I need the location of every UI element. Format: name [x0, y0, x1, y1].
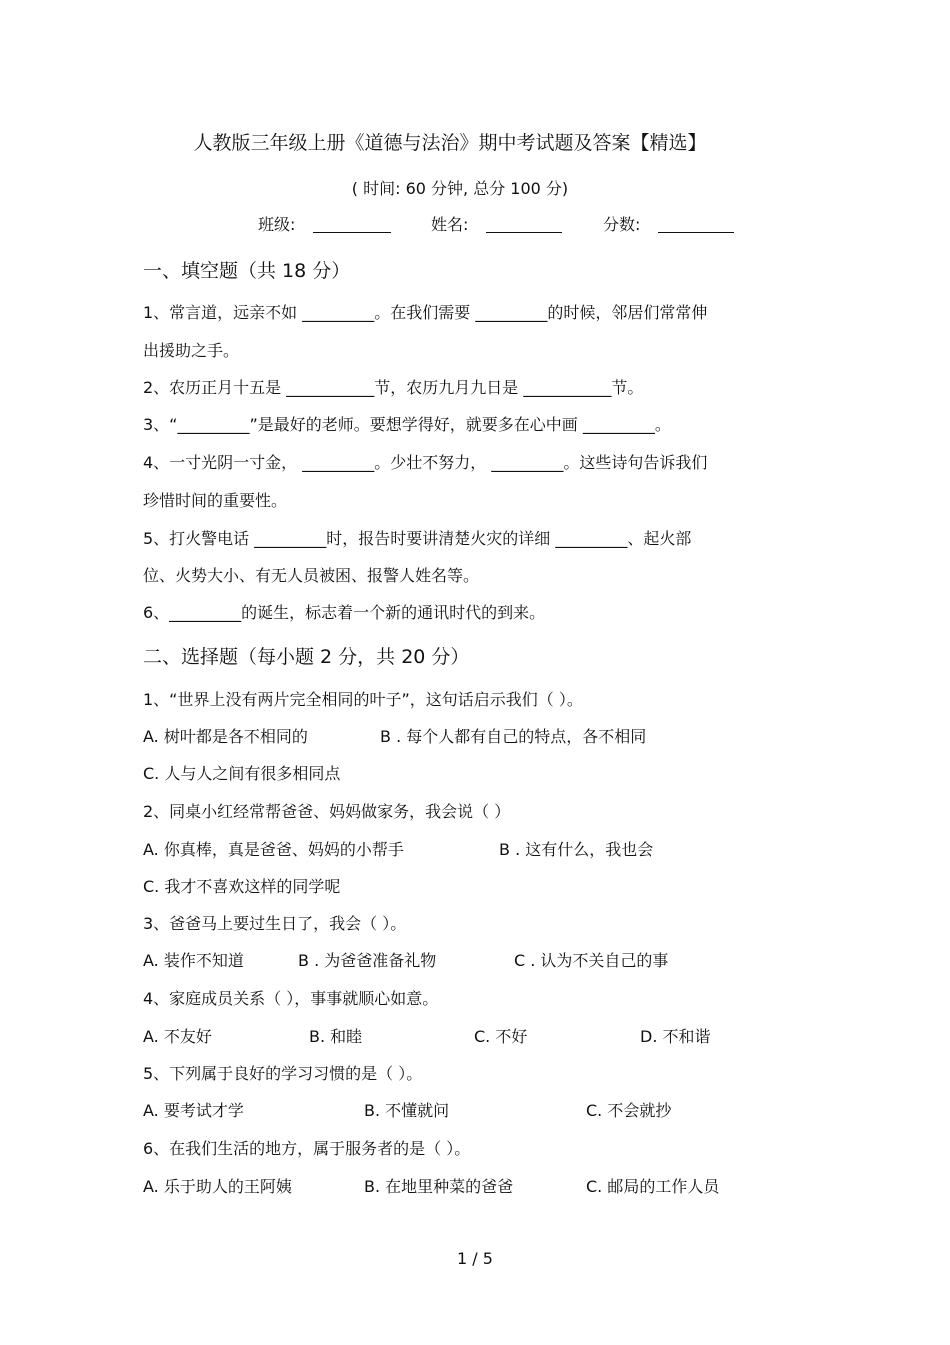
fill-line-2: 出援助之手。: [143, 341, 240, 360]
q2-stem: 2、同桌小红经常帮爸爸、妈妈做家务，我会说（ ）: [143, 802, 511, 821]
q5-option-c: C. 不会就抄: [586, 1101, 672, 1120]
q1-option-c: C. 人与人之间有很多相同点: [143, 764, 341, 783]
fill-line-8: 位、火势大小、有无人员被困、报警人姓名等。: [143, 566, 480, 585]
q6-stem: 6、在我们生活的地方，属于服务者的是（ ）。: [143, 1139, 471, 1158]
q4-option-b: B. 和睦: [309, 1027, 363, 1046]
name-blank: [486, 231, 562, 233]
fill-line-9: 6、_________的诞生，标志着一个新的通讯时代的到来。: [143, 603, 546, 622]
fill-line-3: 2、农历正月十五是 ___________节，农历九月九日是 ___________节。: [143, 378, 644, 397]
q5-option-b: B. 不懂就问: [364, 1101, 450, 1120]
q1-option-b: B . 每个人都有自己的特点，各不相同: [380, 727, 647, 746]
page-number: 1 / 5: [457, 1249, 493, 1268]
q2-option-a: A. 你真棒，真是爸爸、妈妈的小帮手: [143, 840, 404, 859]
q4-option-d: D. 不和谐: [640, 1027, 711, 1046]
fill-line-7: 5、打火警电话 _________时，报告时要讲清楚火灾的详细 _________、起火部: [143, 529, 692, 548]
score-blank: [658, 231, 734, 233]
class-label: 班级:: [258, 215, 296, 234]
q5-stem: 5、下列属于良好的学习习惯的是（ ）。: [143, 1064, 423, 1083]
fill-line-1: 1、常言道，远亲不如 _________。在我们需要 _________的时候，邻居们常常伸: [143, 303, 708, 322]
class-blank: [313, 231, 391, 233]
q6-option-c: C. 邮局的工作人员: [586, 1177, 720, 1196]
score-label: 分数:: [603, 215, 641, 234]
q2-option-c: C. 我才不喜欢这样的同学呢: [143, 877, 341, 896]
section2-heading: 二、选择题（每小题 2 分，共 20 分）: [143, 646, 470, 668]
q3-option-b: B . 为爸爸准备礼物: [298, 951, 437, 970]
q3-option-c: C . 认为不关自己的事: [514, 951, 669, 970]
name-field: [431, 212, 562, 235]
name-label: 姓名:: [431, 215, 469, 234]
exam-subtitle: ( 时间: 60 分钟, 总分 100 分): [351, 179, 569, 198]
section1-heading: 一、填空题（共 18 分）: [143, 260, 351, 282]
q6-option-b: B. 在地里种菜的爸爸: [364, 1177, 514, 1196]
q4-stem: 4、家庭成员关系（ ），事事就顺心如意。: [143, 989, 439, 1008]
q1-stem: 1、“世界上没有两片完全相同的叶子”，这句话启示我们（ ）。: [143, 690, 583, 709]
page-title: 人教版三年级上册《道德与法治》期中考试题及答案【精选】: [193, 132, 707, 154]
score-field: [603, 212, 734, 235]
q4-option-c: C. 不好: [474, 1027, 528, 1046]
q2-option-b: B . 这有什么，我也会: [499, 840, 654, 859]
fill-line-5: 4、一寸光阴一寸金， _________。少壮不努力， _________。这些诗句告诉我们: [143, 453, 708, 472]
q3-stem: 3、爸爸马上要过生日了，我会（ ）。: [143, 914, 407, 933]
q3-option-a: A. 装作不知道: [143, 951, 244, 970]
q1-option-a: A. 树叶都是各不相同的: [143, 727, 308, 746]
fill-line-6: 珍惜时间的重要性。: [143, 491, 288, 510]
fill-line-4: 3、“_________”是最好的老师。要想学得好，就要多在心中画 _________。: [143, 415, 671, 434]
q6-option-a: A. 乐于助人的王阿姨: [143, 1177, 292, 1196]
q5-option-a: A. 要考试才学: [143, 1101, 244, 1120]
class-field: [258, 212, 391, 235]
q4-option-a: A. 不友好: [143, 1027, 212, 1046]
